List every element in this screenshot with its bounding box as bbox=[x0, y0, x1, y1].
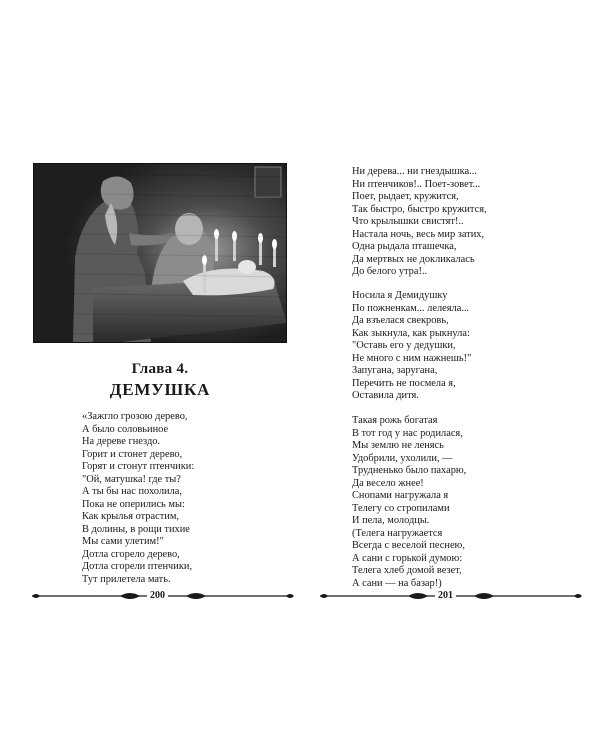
page-number: 200 bbox=[147, 590, 168, 602]
poem-line: А ты бы нас похолила, bbox=[82, 486, 182, 497]
poem-line: А сани с горькой думою: bbox=[352, 552, 463, 564]
poem-line: "Ой, матушка! где ты? bbox=[82, 473, 181, 485]
chapter-number: Глава 4. bbox=[131, 361, 189, 377]
poem-line: Перечить не посмела я, bbox=[352, 377, 456, 389]
illustration bbox=[33, 163, 287, 343]
poem-line: Мы сами улетим!" bbox=[82, 536, 164, 547]
poem-line: Горит и стонет дерево, bbox=[82, 448, 183, 460]
poem-line: Телегу со стропилами bbox=[352, 502, 450, 514]
poem-line: "Оставь его у дедушки, bbox=[352, 340, 456, 351]
poem-line: Такая рожь богатая bbox=[352, 415, 438, 426]
stanza-2 bbox=[352, 290, 471, 403]
poem-line: Запугана, заругана, bbox=[352, 365, 438, 376]
engraving-graphic bbox=[33, 163, 287, 343]
poem-line: Так быстро, быстро кружится, bbox=[352, 203, 487, 215]
chapter-title: ДЕМУШКА bbox=[109, 380, 211, 399]
poem-line: Да взъелася свекровь, bbox=[352, 315, 449, 326]
poem-line: Дотла сгорело дерево, bbox=[82, 548, 180, 560]
poem-line: В долины, в рощи тихие bbox=[82, 523, 190, 535]
poem-line: В тот год у нас родилася, bbox=[352, 427, 463, 439]
poem-line: Горят и стонут птенчики: bbox=[82, 461, 195, 472]
poem-line: Удобрили, ухолили, — bbox=[352, 452, 453, 464]
poem-line: Не много с ним нажнешь!" bbox=[352, 352, 472, 364]
poem-line: Дотла сгорели птенчики, bbox=[82, 561, 193, 572]
poem-line: Тут прилетела мать. bbox=[82, 573, 171, 585]
stanza-3 bbox=[352, 415, 466, 590]
poem-line: Поет, рыдает, кружится, bbox=[352, 191, 459, 202]
poem-line: Ни дерева... ни гнездышка... bbox=[352, 166, 477, 177]
poem-line: Что крылышки свистят!.. bbox=[352, 216, 464, 227]
poem-line: А было соловьиное bbox=[82, 423, 169, 435]
poem-line: Как зыкнула, как рыкнула: bbox=[352, 327, 470, 339]
poem-line: «Зажгло грозою дерево, bbox=[82, 411, 188, 422]
poem-line: Мы землю не ленясь bbox=[352, 440, 444, 451]
poem-line: Телега хлеб домой везет, bbox=[352, 565, 462, 576]
poem-line: На дереве гнездо. bbox=[82, 436, 161, 447]
poem-line: Пока не оперились мы: bbox=[82, 498, 185, 510]
poem-line: Оставила дитя. bbox=[352, 390, 419, 401]
poem-line: Одна рыдала пташечка, bbox=[352, 241, 457, 252]
poem-line: До белого утра!.. bbox=[352, 266, 428, 277]
poem-line: А сани — на базар!) bbox=[352, 577, 442, 589]
poem-line: Трудненько было пахарю, bbox=[352, 465, 467, 476]
poem-line: Как крылья отрастим, bbox=[82, 511, 179, 522]
poem-line: Всегда с веселой песнею, bbox=[352, 540, 465, 551]
page-number: 201 bbox=[435, 590, 456, 602]
poem-line: По пожненкам... лелеяла... bbox=[352, 302, 470, 314]
poem-line: Носила я Демидушку bbox=[352, 290, 448, 301]
poem-line: Да мертвых не докликалась bbox=[352, 253, 475, 265]
poem-line: Да весело жнее! bbox=[352, 477, 424, 489]
poem-line: Настала ночь, весь мир затих, bbox=[352, 228, 485, 240]
poem-line: Ни птенчиков!.. Поет-зовет... bbox=[352, 178, 481, 190]
stanza-1 bbox=[352, 166, 487, 279]
poem-line: Снопами нагружала я bbox=[352, 490, 449, 501]
poem-line: И пела, молодцы. bbox=[352, 515, 430, 526]
poem-line: (Телега нагружается bbox=[352, 527, 443, 539]
poem-left-page bbox=[82, 411, 194, 586]
